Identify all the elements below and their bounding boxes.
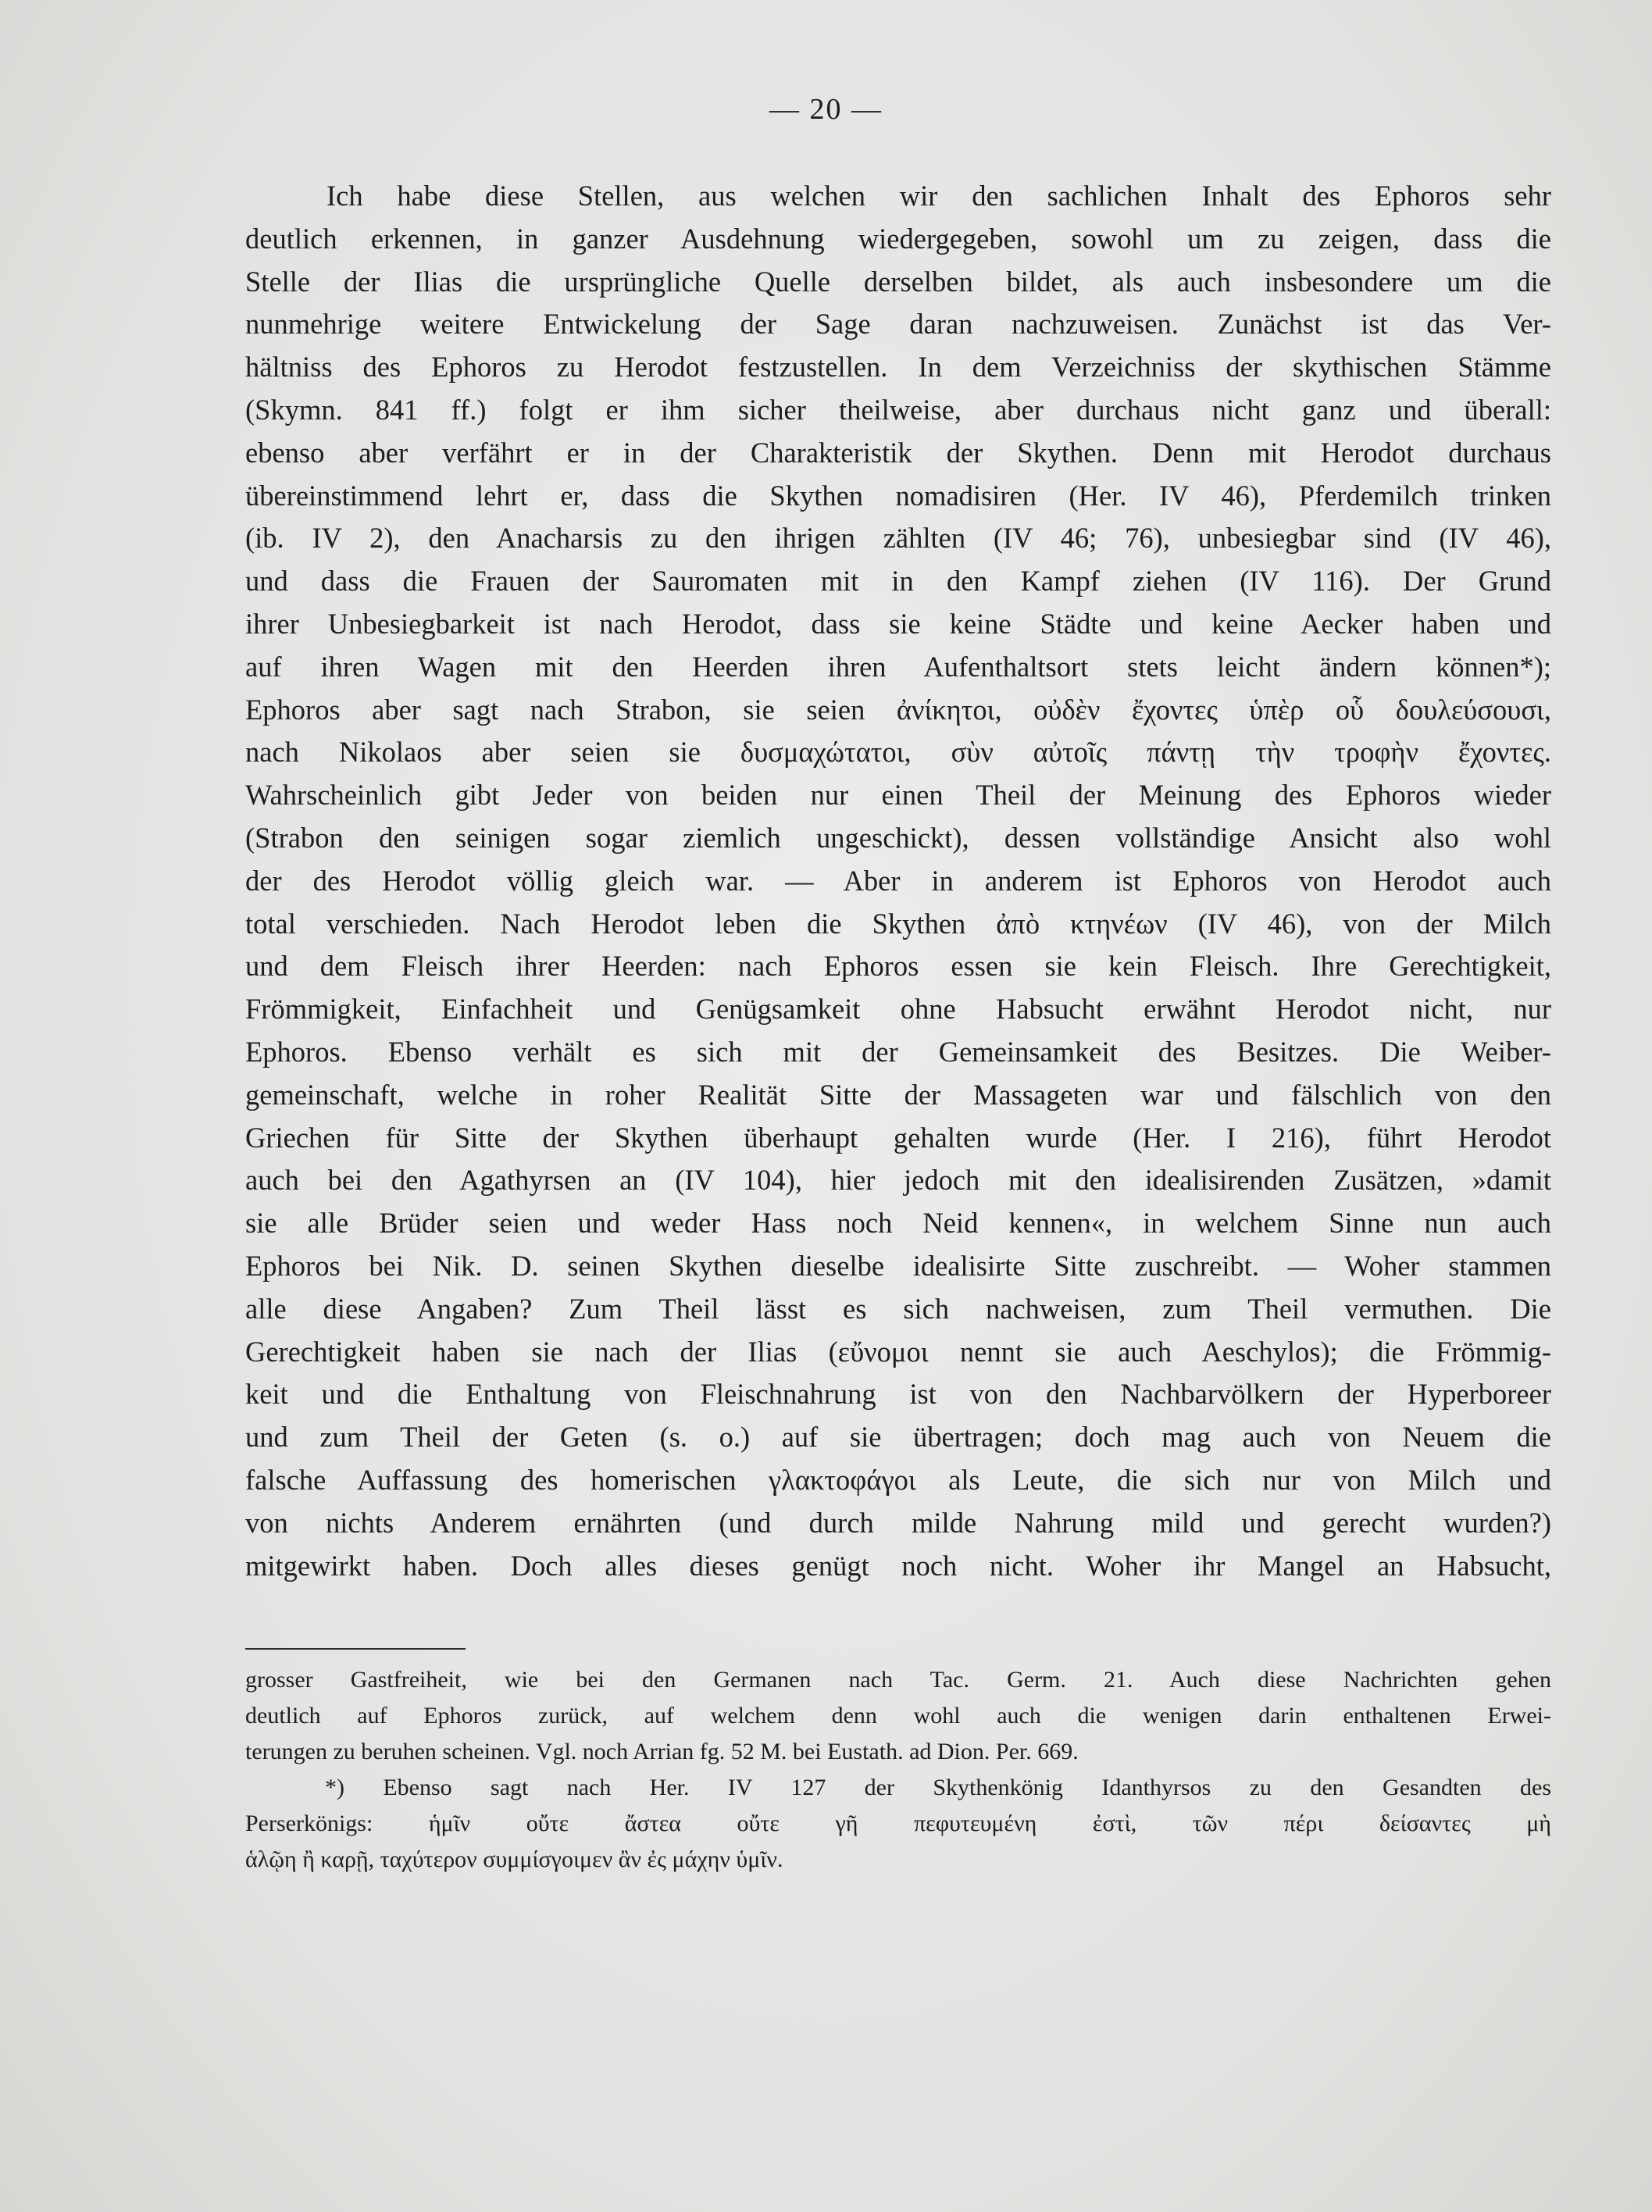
footnote-line: deutlich auf Ephoros zurück, auf welchem denn wohl auch die wenigen darin enthaltenen Erwei- bbox=[245, 1703, 1551, 1729]
text-line: gemeinschaft, welche in roher Realität Sitte der Massageten war und fälschlich von den bbox=[245, 1078, 1551, 1111]
text-line: (ib. IV 2), den Anacharsis zu den ihrigen zählten (IV 46; 76), unbesiegbar sind (IV 46), bbox=[245, 522, 1551, 555]
text-line: Stelle der Ilias die ursprüngliche Quelle derselben bildet, als auch insbesondere um die bbox=[245, 265, 1551, 298]
text-line: (Strabon den seinigen sogar ziemlich ungeschickt), dessen vollständige Ansicht also wohl bbox=[245, 821, 1551, 854]
text-line: ebenso aber verfährt er in der Charakteristik der Skythen. Denn mit Herodot durchaus bbox=[245, 436, 1551, 469]
footnotes bbox=[245, 1662, 1551, 1878]
text-line: Frömmigkeit, Einfachheit und Genügsamkeit ohne Habsucht erwähnt Herodot nicht, nur bbox=[245, 993, 1551, 1026]
text-line: Ephoros aber sagt nach Strabon, sie seien ἀνίκητοι, οὐδὲν ἔχοντες ὑπὲρ οὗ δουλεύσουσι, bbox=[245, 693, 1551, 726]
footnote-line: grosser Gastfreiheit, wie bei den Germanen nach Tac. Germ. 21. Auch diese Nachrichten gehen bbox=[245, 1667, 1551, 1693]
footnote-line: ἁλῷη ἢ καρῇ, ταχύτερον συμμίσγοιμεν ἂν ἐς μάχην ὑμῖν. bbox=[245, 1846, 783, 1872]
text-line: mitgewirkt haben. Doch alles dieses genügt noch nicht. Woher ihr Mangel an Habsucht, bbox=[245, 1549, 1551, 1582]
footnote-line: *) Ebenso sagt nach Her. IV 127 der Skythenkönig Idanthyrsos zu den Gesandten des bbox=[325, 1775, 1551, 1800]
text-line: der des Herodot völlig gleich war. — Aber in anderem ist Ephoros von Herodot auch bbox=[245, 864, 1551, 897]
text-line: Griechen für Sitte der Skythen überhaupt gehalten wurde (Her. I 216), führt Herodot bbox=[245, 1121, 1551, 1154]
text-line: sie alle Brüder seien und weder Hass noch Neid kennen«, in welchem Sinne nun auch bbox=[245, 1207, 1551, 1240]
text-line: und dass die Frauen der Sauromaten mit in den Kampf ziehen (IV 116). Der Grund bbox=[245, 565, 1551, 598]
main-text bbox=[245, 175, 1551, 1587]
text-line: Wahrscheinlich gibt Jeder von beiden nur einen Theil der Meinung des Ephoros wieder bbox=[245, 779, 1551, 812]
text-line: Ich habe diese Stellen, aus welchen wir den sachlichen Inhalt des Ephoros sehr bbox=[326, 180, 1551, 212]
footnote-line: terungen zu beruhen scheinen. Vgl. noch Arrian fg. 52 M. bei Eustath. ad Dion. Per. 669. bbox=[245, 1739, 1079, 1764]
page-number: — 20 — bbox=[769, 93, 883, 126]
text-line: hältniss des Ephoros zu Herodot festzustellen. In dem Verzeichniss der skythischen Stämme bbox=[245, 351, 1551, 384]
text-line: falsche Auffassung des homerischen γλακτοφάγοι als Leute, die sich nur von Milch und bbox=[245, 1463, 1551, 1496]
text-line: Gerechtigkeit haben sie nach der Ilias (εὔνομοι nennt sie auch Aeschylos); die Frömmig- bbox=[245, 1335, 1551, 1368]
text-line: (Skymn. 841 ff.) folgt er ihm sicher theilweise, aber durchaus nicht ganz und überall: bbox=[245, 393, 1551, 426]
text-line: alle diese Angaben? Zum Theil lässt es sich nachweisen, zum Theil vermuthen. Die bbox=[245, 1292, 1551, 1325]
text-line: deutlich erkennen, in ganzer Ausdehnung wiedergegeben, sowohl um zu zeigen, dass die bbox=[245, 222, 1551, 255]
text-line: von nichts Anderem ernährten (und durch milde Nahrung mild und gerecht wurden?) bbox=[245, 1506, 1551, 1539]
text-line: auf ihren Wagen mit den Heerden ihren Aufenthaltsort stets leicht ändern können*); bbox=[245, 650, 1551, 683]
text-line: Ephoros bei Nik. D. seinen Skythen dieselbe idealisirte Sitte zuschreibt. — Woher stammen bbox=[245, 1249, 1551, 1282]
text-line: total verschieden. Nach Herodot leben die Skythen ἀπὸ κτηνέων (IV 46), von der Milch bbox=[245, 907, 1551, 940]
text-line: auch bei den Agathyrsen an (IV 104), hier jedoch mit den idealisirenden Zusätzen, »damit bbox=[245, 1164, 1551, 1197]
text-line: und dem Fleisch ihrer Heerden: nach Ephoros essen sie kein Fleisch. Ihre Gerechtigkeit, bbox=[245, 950, 1551, 983]
text-line: ihrer Unbesiegbarkeit ist nach Herodot, dass sie keine Städte und keine Aecker haben und bbox=[245, 607, 1551, 640]
text-line: nach Nikolaos aber seien sie δυσμαχώτατοι, σὺν αὐτοῖς πάντῃ τὴν τροφὴν ἔχοντες. bbox=[245, 736, 1551, 769]
text-line: Ephoros. Ebenso verhält es sich mit der Gemeinsamkeit des Besitzes. Die Weiber- bbox=[245, 1035, 1551, 1068]
text-line: übereinstimmend lehrt er, dass die Skythen nomadisiren (Her. IV 46), Pferdemilch trinken bbox=[245, 479, 1551, 512]
text-line: nunmehrige weitere Entwickelung der Sage daran nachzuweisen. Zunächst ist das Ver- bbox=[245, 308, 1551, 341]
footnote-line: Perserkönigs: ἡμῖν οὔτε ἄστεα οὔτε γῆ πεφυτευμένη ἐστὶ, τῶν πέρι δείσαντες μὴ bbox=[245, 1811, 1551, 1836]
text-line: keit und die Enthaltung von Fleischnahrung ist von den Nachbarvölkern der Hyperboreer bbox=[245, 1378, 1551, 1411]
footnote-rule bbox=[245, 1648, 466, 1650]
text-line: und zum Theil der Geten (s. o.) auf sie übertragen; doch mag auch von Neuem die bbox=[245, 1421, 1551, 1454]
